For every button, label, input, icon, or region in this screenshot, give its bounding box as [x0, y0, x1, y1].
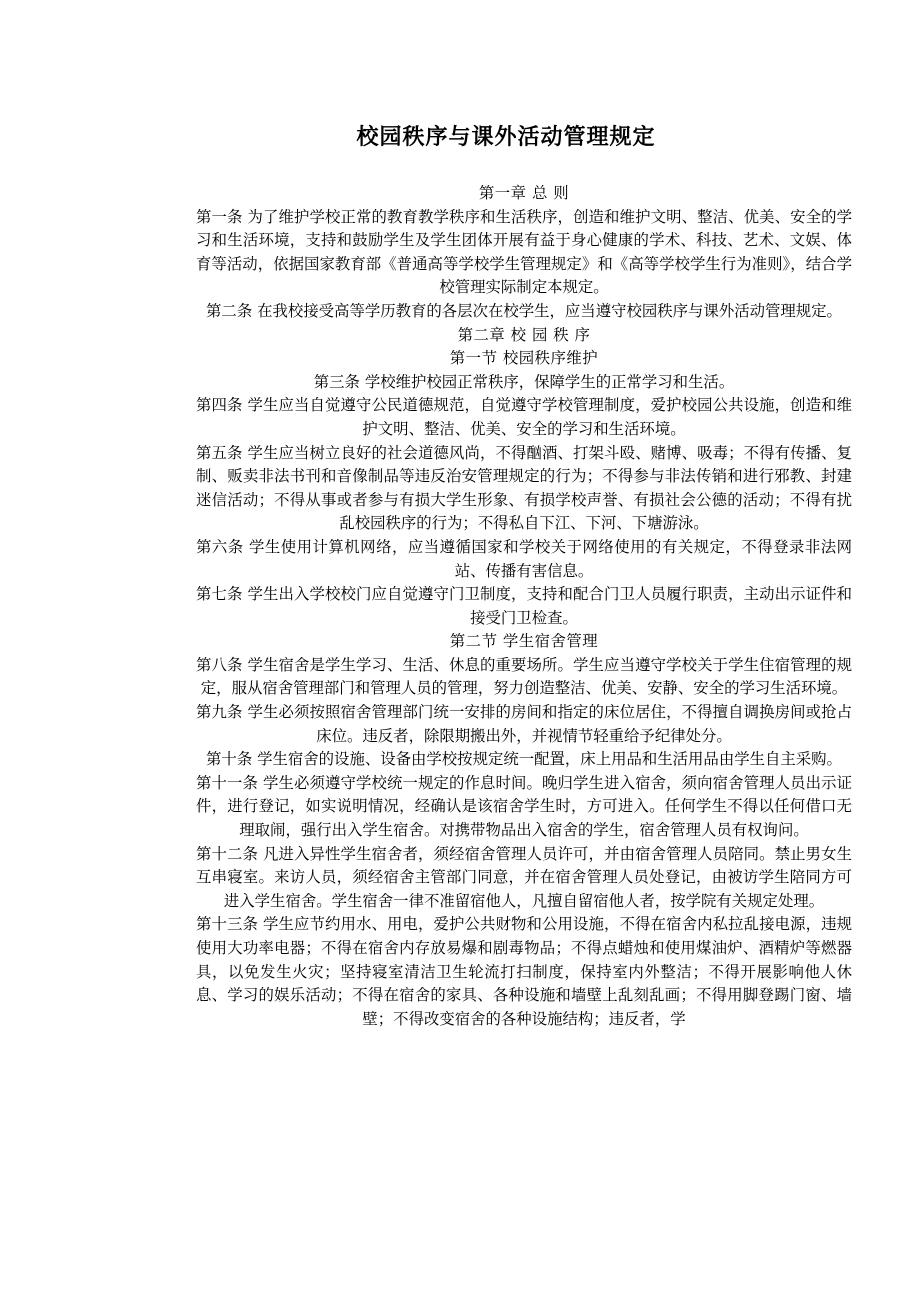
article-paragraph: 第四条 学生应当自觉遵守公民道德规范，自觉遵守学校管理制度，爱护校园公共设施，创造和维护文明、整洁、优美、安全的学习和生活环境。 — [196, 396, 852, 438]
section-heading: 第一节 校园秩序维护 — [449, 349, 599, 368]
article-paragraph: 第八条 学生宿舍是学生学习、生活、休息的重要场所。学生应当遵守学校关于学生住宿管理的规定，服从宿舍管理部门和管理人员的管理，努力创造整洁、优美、安静、安全的学习生活环境。 — [196, 655, 852, 698]
article-paragraph: 第三条 学校维护校园正常秩序，保障学生的正常学习和生活。 — [313, 372, 735, 391]
document-body — [196, 182, 852, 1031]
section-heading: 第二节 学生宿舍管理 — [449, 632, 599, 651]
article-paragraph: 第十条 学生宿舍的设施、设备由学校按规定统一配置，床上用品和生活用品由学生自主采购。 — [206, 750, 842, 769]
document-title: 校园秩序与课外活动管理规定 — [356, 124, 656, 150]
section-heading: 第一章 总 则 — [478, 184, 570, 202]
article-paragraph: 第六条 学生使用计算机网络，应当遵循国家和学校关于网络使用的有关规定，不得登录非法网站、传播有害信息。 — [196, 537, 852, 580]
article-paragraph: 第十三条 学生应节约用水、用电，爱护公共财物和公用设施，不得在宿舍内私拉乱接电源，违规使用大功率电器；不得在宿舍内存放易爆和剧毒物品；不得点蜡烛和使用煤油炉、酒精炉等燃器具，以免发生火灾；坚持寝室清洁卫生轮流打扫制度，保持室内外整洁；不得开展影响他人休息、学习的娱乐活动；不得在宿舍的家具、各种设施和墙壁上乱刻乱画；不得用脚登踢门窗、墙壁；不得改变宿舍的各种设施结构；违反者，学 — [196, 915, 852, 1028]
article-paragraph: 第五条 学生应当树立良好的社会道德风尚，不得酗酒、打架斗殴、赌博、吸毒；不得有传播、复制、贩卖非法书刊和音像制品等违反治安管理规定的行为；不得参与非法传销和进行邪教、封建迷信活动；不得从事或者参与有损大学生形象、有损学校声誉、有损社会公德的活动；不得有扰乱校园秩序的行为；不得私自下江、下河、下塘游泳。 — [196, 443, 852, 533]
article-paragraph: 第十二条 凡进入异性学生宿舍者，须经宿舍管理人员许可，并由宿舍管理人员陪同。禁止男女生互串寝室。来访人员，须经宿舍主管部门同意，并在宿舍管理人员处登记，由被访学生陪同方可进入学生宿舍。学生宿舍一律不准留宿他人，凡擅自留宿他人者，按学院有关规定处理。 — [196, 844, 852, 910]
article-paragraph: 第九条 学生必须按照宿舍管理部门统一安排的房间和指定的床位居住，不得擅自调换房间或抢占床位。违反者，除限期搬出外，并视情节轻重给予纪律处分。 — [196, 703, 852, 745]
article-paragraph: 第十一条 学生必须遵守学校统一规定的作息时间。晚归学生进入宿舍，须向宿舍管理人员出示证件，进行登记，如实说明情况，经确认是该宿舍学生时，方可进入。任何学生不得以任何借口无理取闹，强行出入学生宿舍。对携带物品出入宿舍的学生，宿舍管理人员有权询问。 — [196, 773, 852, 840]
article-paragraph: 第一条 为了维护学校正常的教育教学秩序和生活秩序，创造和维护文明、整洁、优美、安全的学习和生活环境，支持和鼓励学生及学生团体开展有益于身心健康的学术、科技、艺术、文娱、体育等活动，依据国家教育部《普通高等学校学生管理规定》和《高等学校学生行为准则》，结合学校管理实际制定本规定。 — [196, 207, 852, 297]
article-paragraph: 第七条 学生出入学校校门应自觉遵守门卫制度，支持和配合门卫人员履行职责，主动出示证件和接受门卫检查。 — [196, 585, 852, 627]
article-paragraph: 第二条 在我校接受高等学历教育的各层次在校学生，应当遵守校园秩序与课外活动管理规定。 — [206, 301, 842, 320]
section-heading: 第二章 校 园 秩 序 — [457, 325, 591, 344]
